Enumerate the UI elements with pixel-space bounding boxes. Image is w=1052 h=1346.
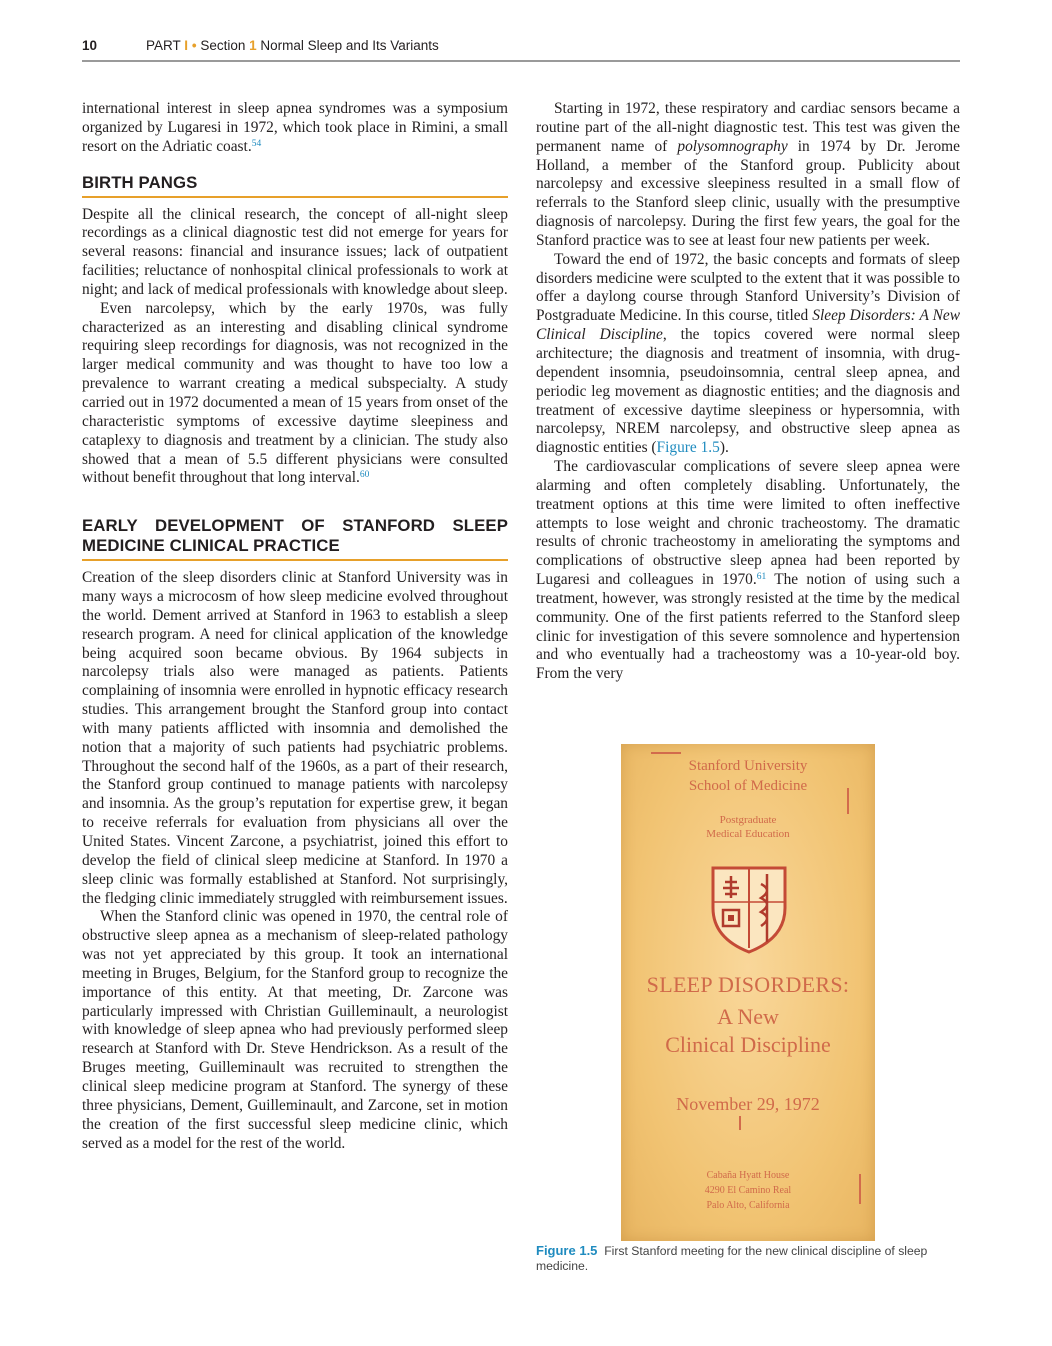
brochure-date: November 29, 1972 [676, 1094, 820, 1114]
stanford-shield-icon [709, 862, 789, 954]
paragraph-text: international interest in sleep apnea syndromes was a symposium organized by Lugaresi in 1972, which took place in Rimini, a small resort on the Adriatic coast. [82, 100, 508, 155]
ink-mark [859, 1174, 861, 1204]
figure-1-5-image [621, 744, 875, 1241]
section-number: 1 [249, 38, 257, 53]
section-breadcrumb [146, 38, 439, 53]
reference-61[interactable]: 61 [756, 572, 767, 583]
ink-mark [847, 788, 849, 814]
brochure-university: Stanford University [688, 758, 808, 774]
figure-caption-text: First Stanford meeting for the new clinical discipline of sleep medicine. [536, 1244, 928, 1273]
right-column [536, 100, 960, 684]
figure-1-5-link[interactable]: Figure 1.5 [656, 439, 720, 457]
paragraph-intro [82, 100, 508, 157]
brochure-postgraduate: Postgraduate [719, 814, 777, 826]
heading-early-development: EARLY DEVELOPMENT OF STANFORD SLEEP MEDICINE CLINICAL PRACTICE [82, 516, 508, 561]
header-separator: • [191, 38, 197, 53]
paragraph-text: , the topics covered were normal sleep architecture; the diagnosis and treatment of insomnia, with drug-dependent insomnia, pseudoinsomnia, central sleep apnea, and periodic leg movement as diagnostic entities; and the diagnosis and treatment of excessive daytime sleepiness or hypersomnia, with narcolepsy, NREM narcolepsy, and obstructive sleep apnea as diagnostic entities ( [536, 326, 960, 457]
paragraph-cardiovascular [536, 458, 960, 684]
paragraph-stanford-clinic: Creation of the sleep disorders clinic at Stanford University was in many ways a microcosm of how sleep medicine evolved throughout the world. Dement arrived at Stanford in 1963 to establish a sleep research program. A need for clinical application of the knowledge being acquired soon became obvious. By 1964 subjects in narcolepsy trials also were managed as patients. Patients complaining of insomnia were enrolled in hypnotic efficacy research studies. This arrangement brought the Stanford group into contact with many patients afflicted with insomnia and demolished the notion that a majority of such patients had psychiatric problems. Throughout the second half of the 1960s, as a part of their research, the Stanford group continued to manage patients with narcolepsy and insomnia. As the group’s reputation for expertise grew, it began to receive referrals for evaluation from physicians all over the United States. Vincent Zarcone, a psychiatrist, joined this effort to develop the field of clinical sleep medicine at Stanford. In 1970 a sleep clinic was formally established at Stanford. Not surprisingly, the fledging clinic immediately struggled with reimbursement issues. [82, 569, 508, 907]
reference-54[interactable]: 54 [251, 138, 262, 149]
paragraph-text: in 1974 by Dr. Jerome Holland, a member of the Stanford group. Publicity about narcolepsy and excessive sleepiness resulted in a small flow of referrals to the Stanford sleep clinic, usually with the presumptive diagnosis of narcolepsy. During the first few years, the goal for the Stanford practice was to see at least four new patients per week. [536, 137, 960, 249]
brochure-address: 4290 El Camino Real [704, 1185, 792, 1196]
paragraph-course [536, 251, 960, 458]
paragraph-birth-pangs: Despite all the clinical research, the concept of all-night sleep recordings as a clinical diagnostic test did not emerge for years for several reasons: financial and insurance issues; lack of outpatient facilities; reluctance of nonhospital clinical professionals to work at night; and lack of medical professionals with knowledge about sleep. [82, 205, 508, 298]
brochure-venue: Cabaña Hyatt House [706, 1170, 790, 1181]
brochure-medical-education: Medical Education [706, 828, 790, 840]
section-label: Section [200, 38, 246, 53]
paragraph-text: Even narcolepsy, which by the early 1970s, was fully characterized as an interesting and disabling clinical syndrome requiring sleep recordings for diagnosis, was not recognized in the larger medical community and was thought to have too low a prevalence to warrant creating a medical subspecialty. A study carried out in 1972 documented a mean of 15 years from onset of the characteristic symptoms of excessive daytime sleepiness and cataplexy to diagnosis and treatment by a clinician. The study also showed that a mean of 5.5 different physicians were consulted without benefit throughout that long interval. [82, 299, 508, 487]
course-title: Sleep Disorders: A New Clinical Discipline [536, 307, 961, 344]
paragraph-text: The cardiovascular complications of severe sleep apnea were alarming and often completely disabling. Unfortunately, the treatment options at this time were limited to often ineffective attempts to lose weight and chronic tracheostomy. The dramatic results of chronic tracheostomy in ameliorating the symptoms and complications of obstructive sleep apnea had been reported by Lugaresi and colleagues in 1970. [536, 458, 960, 589]
paragraph-osa-role: When the Stanford clinic was opened in 1970, the central role of obstructive sleep apnea as a mechanism of sleep-related pathology was not yet appreciated by this group. It took an international meeting in Bruges, Belgium, for the Stanford group to recognize the importance of this entity. At that meeting, Dr. Zarcone was particularly impressed with Christian Guilleminault, a neurologist with knowledge of sleep apnea who had previously performed sleep research at Stanford with Dr. Steve Hendrickson. As a result of the Bruges meeting, Guilleminault was recruited to strengthen the clinical sleep medicine program at Stanford. The synergy of these three physicians, Dement, Guilleminault, and Zarcone, set in motion the creation of the first successful sleep medicine clinic, which served as a model for the rest of the world. [82, 908, 508, 1152]
brochure-school: School of Medicine [688, 778, 808, 794]
left-column [82, 100, 508, 1153]
page-number: 10 [82, 38, 98, 53]
part-number: I [184, 38, 189, 53]
heading-birth-pangs: BIRTH PANGS [82, 173, 508, 198]
figure-label: Figure 1.5 [536, 1243, 598, 1258]
ink-mark [651, 752, 681, 754]
brochure-title-line3: Clinical Discipline [665, 1032, 831, 1057]
paragraph-text: ). [719, 439, 729, 457]
paragraph-text: Starting in 1972, these respiratory and cardiac sensors became a routine part of the all-night diagnostic test. This test was given the permanent name of [536, 100, 960, 155]
term-polysomnography: polysomnography [677, 137, 788, 155]
brochure-city: Palo Alto, California [706, 1200, 790, 1211]
part-label: PART [146, 38, 181, 53]
paragraph-text: Toward the end of 1972, the basic concepts and formats of sleep disorders medicine were sculpted to the extent that it was possible to offer a daylong course through Stanford University’s Division of Postgraduate Medicine. In this course, titled [536, 250, 960, 325]
paragraph-polysomnography [536, 100, 960, 251]
paragraph-text: The notion of using such a treatment, however, was strongly resisted at the time by the medical community. One of the first patients referred to the Stanford sleep clinic for investigation of this severe somnolence and hypertension and who eventually had a tracheostomy was a 10-year-old boy. From the very [536, 571, 960, 683]
section-title: Normal Sleep and Its Variants [260, 38, 439, 53]
header-rule [82, 60, 960, 62]
figure-caption [536, 1243, 960, 1274]
paragraph-narcolepsy [82, 300, 508, 488]
reference-60[interactable]: 60 [359, 470, 370, 481]
ink-mark [739, 1116, 741, 1130]
brochure-title-line2: A New [717, 1004, 779, 1029]
brochure-title-line1: SLEEP DISORDERS: [646, 972, 850, 997]
running-header [82, 36, 960, 62]
